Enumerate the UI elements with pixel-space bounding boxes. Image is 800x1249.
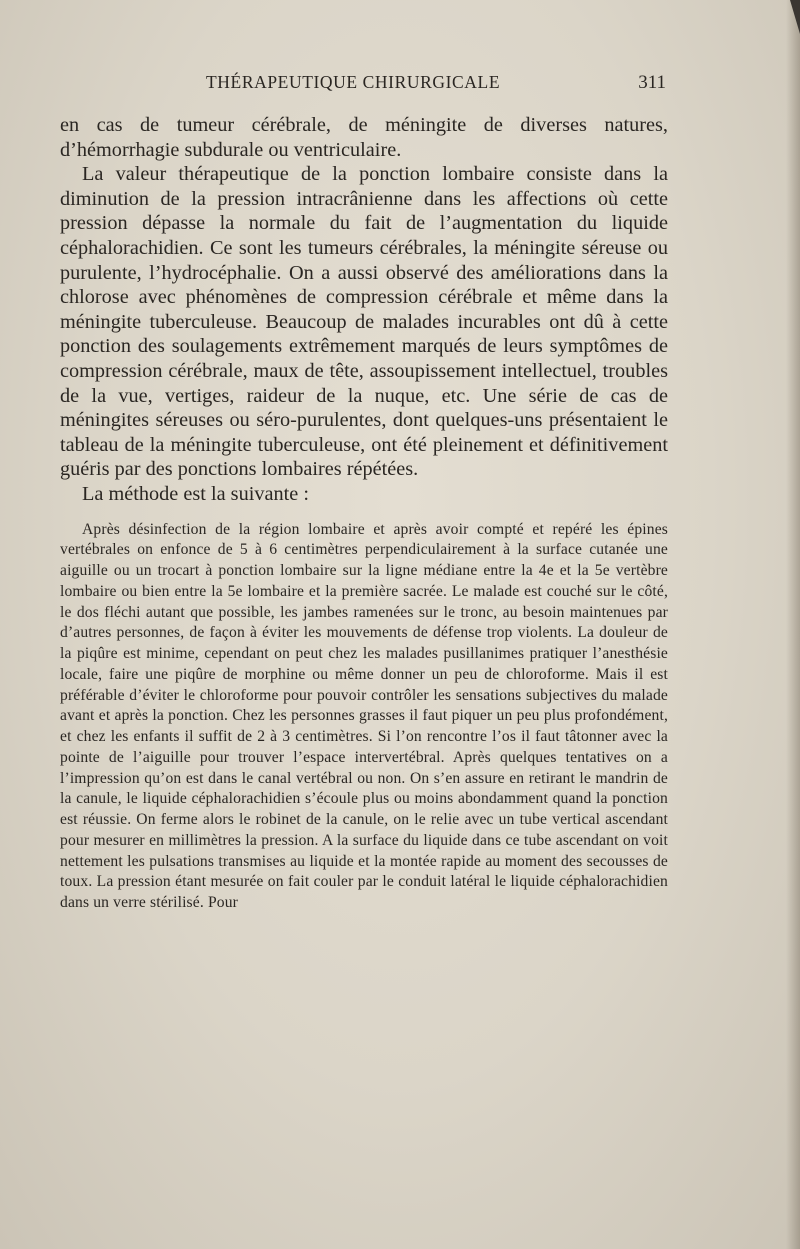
- paragraph-3: La méthode est la suivante :: [82, 482, 309, 505]
- page-content: [60, 66, 668, 914]
- page-edge-shadow: [786, 0, 800, 1249]
- paragraph-1: en cas de tumeur cérébrale, de méningite de diverses natures, d’hémorrhagie subdurale ou ventriculaire.: [60, 114, 668, 161]
- small-print-section: [60, 520, 668, 914]
- page-header: [60, 66, 668, 100]
- running-title: THÉRAPEUTIQUE CHIRURGICALE: [206, 72, 501, 92]
- paragraph-2: La valeur thérapeutique de la ponction lombaire consiste dans la diminution de la pression intracrânienne dans les affections où cette pression dépasse la normale du fait de l’augmentation du liquide céphalorachidien. Ce sont les tumeurs cérébrales, la méningite séreuse ou purulente, l’hydrocéphalie. On a aussi observé des améliorations dans la chlorose avec phénomènes de compression cérébrale et même dans la méningite tuberculeuse. Beaucoup de malades incurables ont dû à cette ponction des soulagements extrêmement marqués de leurs symptômes de compression cérébrale, maux de tête, assoupissement intellectuel, troubles de la vue, vertiges, raideur de la nuque, etc. Une série de cas de méningites séreuses ou séro-purulentes, dont quelques-uns présentaient le tableau de la méningite tuberculeuse, ont été pleinement et définitivement guéris par des ponctions lombaires répétées.: [60, 163, 668, 481]
- page-number: 311: [638, 72, 666, 93]
- corner-mark: [790, 0, 800, 34]
- main-text: [60, 113, 668, 507]
- small-print-paragraph: Après désinfection de la région lombaire et après avoir compté et repéré les épines vertébrales on enfonce de 5 à 6 centimètres perpendiculairement à la surface cutanée une aiguille ou un trocart à ponction lombaire sur la ligne médiane entre la 4e et la 5e vertèbre lombaire ou bien entre la 5e lombaire et la première sacrée. Le malade est couché sur le côté, le dos fléchi autant que possible, les jambes ramenées sur le tronc, au besoin maintenues par d’autres personnes, de façon à éviter les mouvements de défense trop violents. La douleur de la piqûre est minime, cependant on peut chez les malades pusillanimes pratiquer l’anesthésie locale, faire une piqûre de morphine ou même donner un peu de chloroforme. Mais il est préférable d’éviter le chloroforme pour pouvoir contrôler les sensations subjectives du malade avant et après la ponction. Chez les personnes grasses il faut piquer un peu plus profondément, et chez les enfants il suffit de 2 à 3 centimètres. Si l’on rencontre l’os il faut tâtonner avec la pointe de l’aiguille pour trouver l’espace intervertébral. Après quelques tentatives on a l’impression qu’on est dans le canal vertébral ou non. On s’en assure en retirant le mandrin de la canule, le liquide céphalorachidien s’écoule plus ou moins abondamment quand la ponction est réussie. On ferme alors le robinet de la canule, on le relie avec un tube vertical ascendant pour mesurer en millimètres la pression. A la surface du liquide dans ce tube ascendant on voit nettement les pulsations transmises au liquide et la montée rapide au moment des secousses de toux. La pression étant mesurée on fait couler par le conduit latéral le liquide céphalorachidien dans un verre stérilisé. Pour: [60, 520, 668, 911]
